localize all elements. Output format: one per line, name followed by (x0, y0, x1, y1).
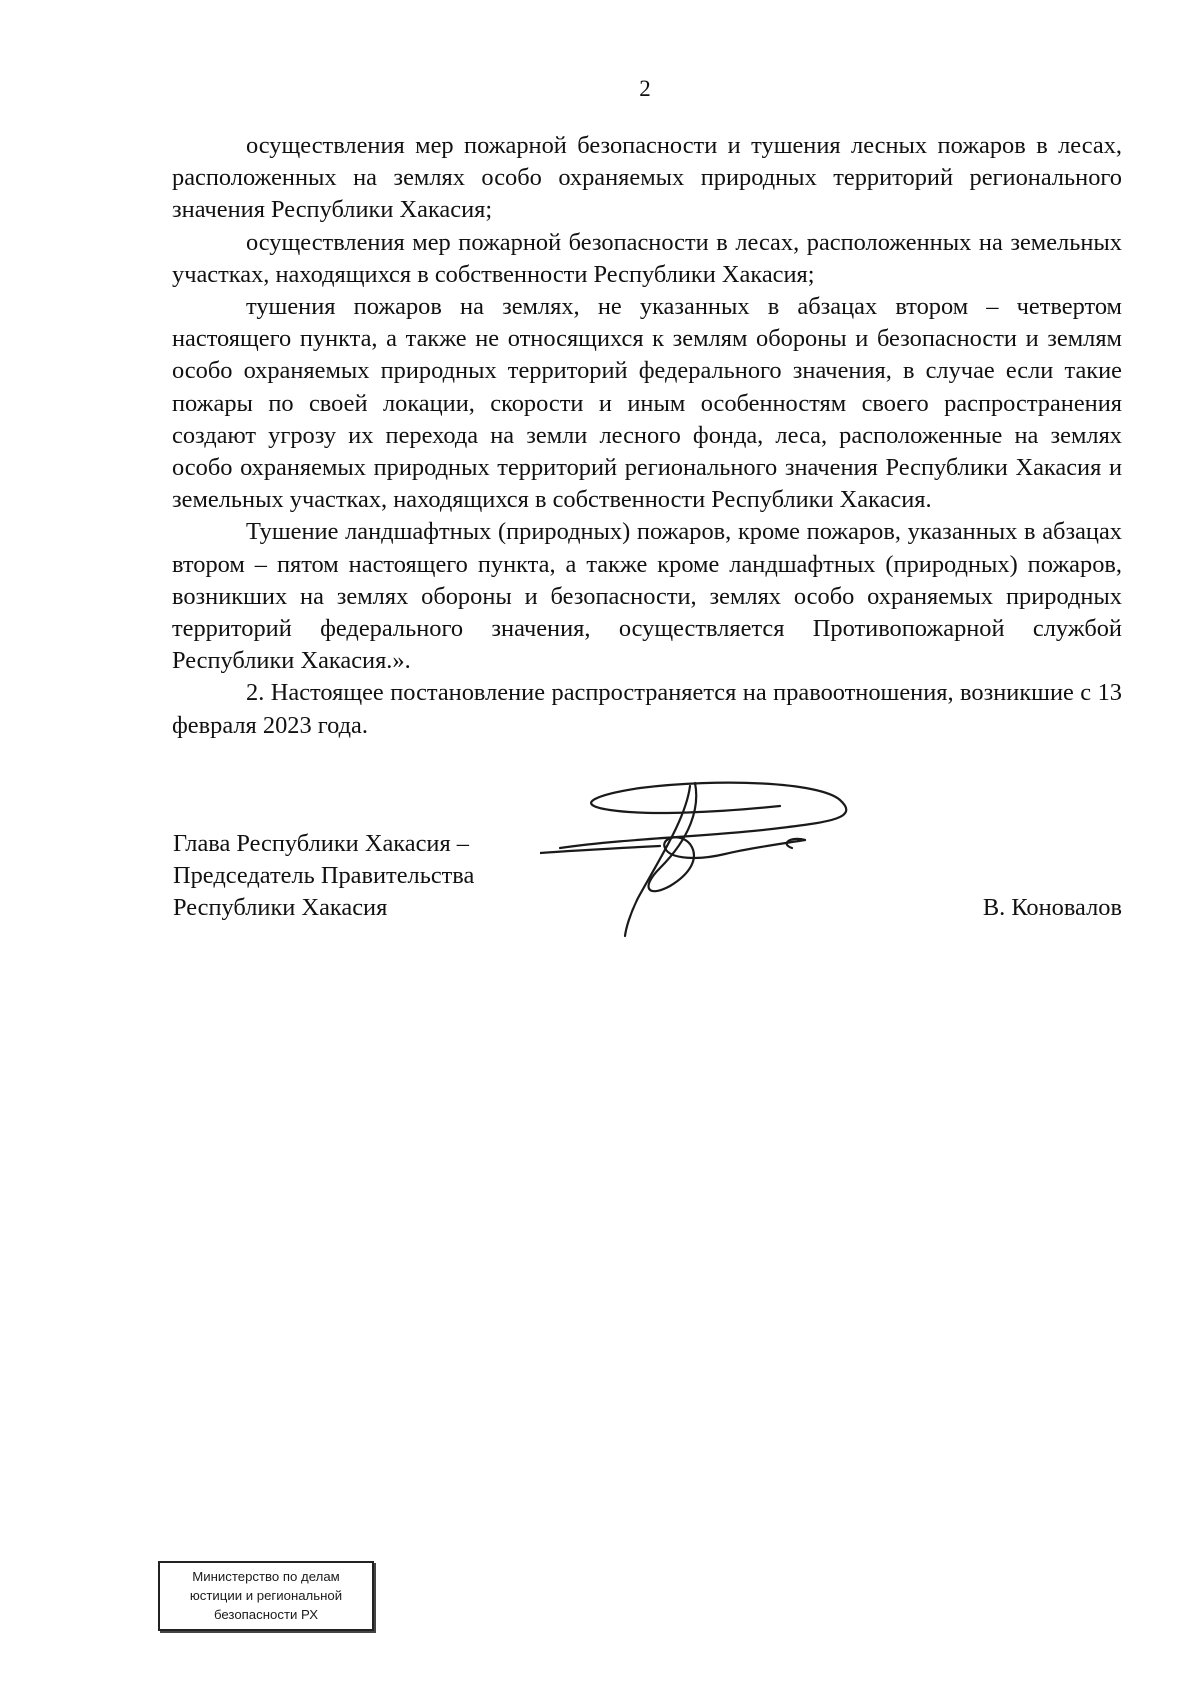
paragraph: осуществления мер пожарной безопасности и тушения лесных пожаров в лесах, расположенных на землях особо охраняемых природных территорий регионального значения Республики Хакасия; (172, 132, 1122, 224)
signatory-title-line: Глава Республики Хакасия – (173, 830, 469, 857)
signatory-name: В. Коновалов (982, 894, 1122, 921)
document-body (172, 130, 1122, 742)
signatory-title-line: Председатель Правительства (173, 862, 475, 889)
stamp-line: безопасности РХ (213, 1607, 319, 1622)
signatory-title (173, 828, 474, 924)
signatory-title-line: Республики Хакасия (173, 894, 388, 921)
stamp-line: юстиции и региональной (189, 1588, 343, 1603)
page-number: 2 (639, 76, 651, 101)
ministry-stamp (158, 1561, 374, 1631)
paragraph: тушения пожаров на землях, не указанных в абзацах втором – четвертом настоящего пункта, а также не относящихся к землям обороны и безопасности и землям особо охраняемых природных территорий федерального значения, в случае если такие пожары по своей локации, скорости и иным особенностям своего распространения создают угрозу их перехода на земли лесного фонда, леса, расположенные на землях особо охраняемых природных территорий регионального значения Республики Хакасия и земельных участках, находящихся в собственности Республики Хакасия. (172, 293, 1122, 514)
paragraph: Тушение ландшафтных (природных) пожаров, кроме пожаров, указанных в абзацах втором – пятом настоящего пункта, а также кроме ландшафтных (природных) пожаров, возникших на землях обороны и безопасности, землях особо охраняемых природных территорий федерального значения, осуществляется Противопожарной службой Республики Хакасия.». (172, 518, 1122, 675)
paragraph: 2. Настоящее постановление распространяется на правоотношения, возникшие с 13 февраля 2023 года. (172, 679, 1122, 739)
handwritten-signature (540, 778, 920, 938)
stamp-line: Министерство по делам (192, 1569, 340, 1584)
paragraph: осуществления мер пожарной безопасности в лесах, расположенных на земельных участках, находящихся в собственности Республики Хакасия; (172, 228, 1122, 288)
